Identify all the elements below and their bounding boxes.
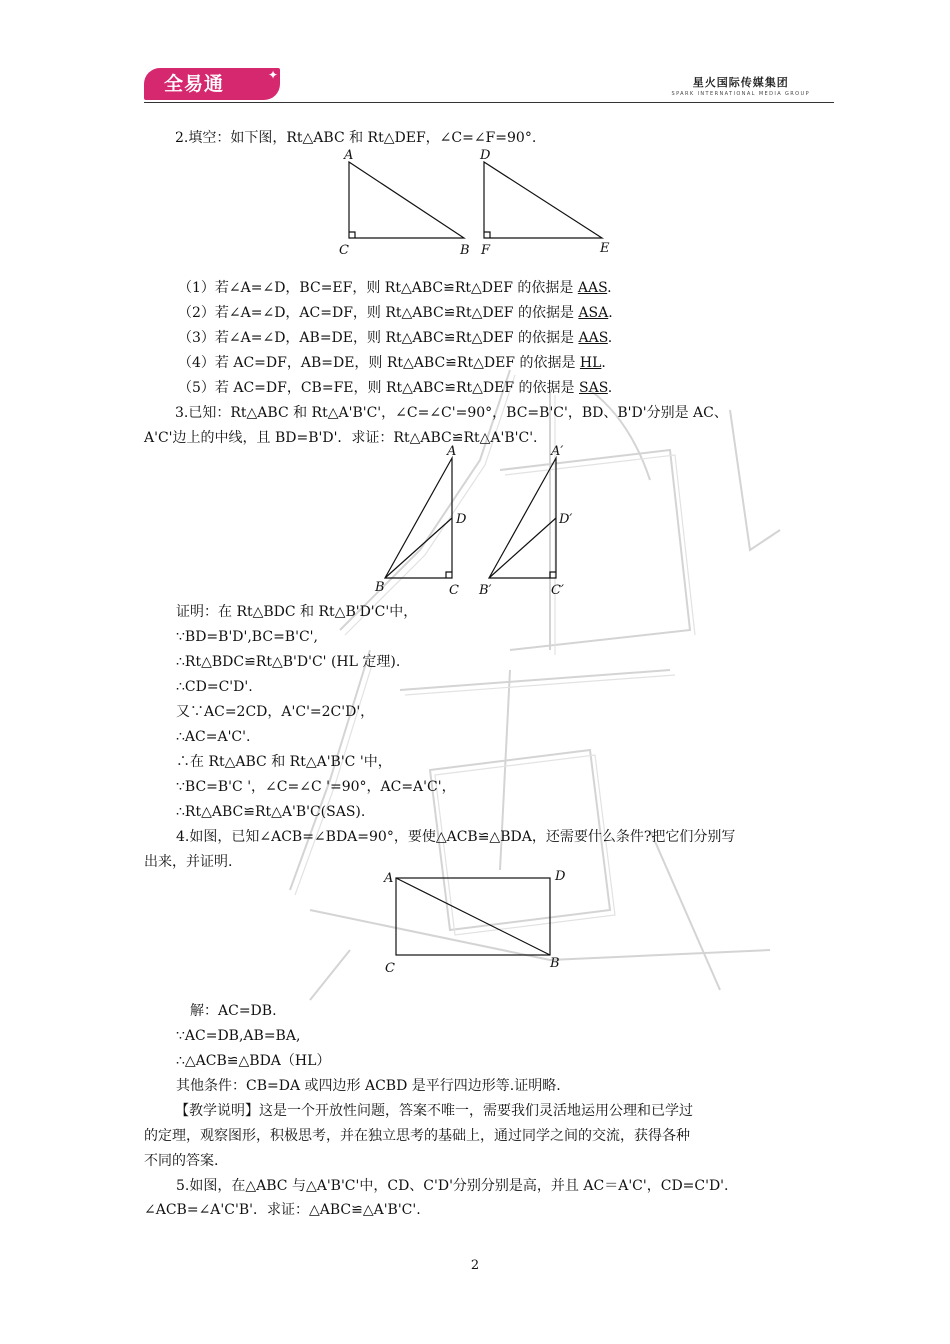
answer-1: AAS <box>577 280 608 296</box>
q2-figure <box>330 146 620 258</box>
label-b: B <box>460 243 470 258</box>
right-angle-c <box>446 572 452 578</box>
q2-item-5: （5）若 AC=DF，CB=FE，则 Rt△ABC≌Rt△DEF 的依据是 SAS. <box>178 380 613 396</box>
label-b: B <box>375 580 385 595</box>
q3-proof-line: ∴在 Rt△ABC 和 Rt△A'B'C '中， <box>176 754 392 770</box>
q3-proof-line: ∴Rt△BDC≌Rt△B'D'C' (HL 定理). <box>176 654 401 670</box>
teaching-note-line: 不同的答案. <box>144 1153 219 1169</box>
label-d-prime: D′ <box>559 512 573 527</box>
q3-proof-line: ∵BD=B'D',BC=B'C', <box>176 629 318 645</box>
label-d: D <box>480 148 491 163</box>
q2-item-4: （4）若 AC=DF，AB=DE，则 Rt△ABC≌Rt△DEF 的依据是 HL. <box>178 355 606 371</box>
q3-line-2: A'C'边上的中线，且 BD=B'D'．求证：Rt△ABC≌Rt△A'B'C'. <box>144 430 538 446</box>
teaching-note-line: 【教学说明】这是一个开放性问题，答案不唯一，需要我们灵活地运用公理和已学过 <box>175 1103 693 1119</box>
brand-name-cn: 星火国际传媒集团 <box>692 76 789 89</box>
q3-proof-line: ∴AC=A'C'. <box>176 729 251 745</box>
label-a: A <box>384 871 394 886</box>
q2-stem: 2.填空：如下图，Rt△ABC 和 Rt△DEF，∠C=∠F=90°. <box>175 130 537 146</box>
q3-proof-line: ∵BC=B'C '，∠C=∠C '=90°，AC=A'C'， <box>176 779 456 795</box>
right-angle-f <box>484 232 490 238</box>
triangle-abc <box>349 162 464 238</box>
label-b: B <box>550 956 560 971</box>
triangle-abc-prime <box>489 458 556 578</box>
label-b-prime: B′ <box>479 583 492 598</box>
teaching-note-line: 的定理，观察图形，积极思考，并在独立思考的基础上，通过同学之间的交流，获得各种 <box>144 1128 690 1144</box>
q3-proof-line: ∴CD=C'D'. <box>176 679 253 695</box>
label-a-prime: A′ <box>551 444 564 459</box>
q3-proof-line: 又∵AC=2CD，A'C'=2C'D'， <box>176 704 375 720</box>
answer-5: SAS <box>579 380 608 396</box>
label-d: D <box>456 512 467 527</box>
triangle-def <box>484 162 602 238</box>
median-bd-prime <box>489 518 556 578</box>
label-c: C <box>449 583 459 598</box>
right-angle-c-prime <box>550 572 556 578</box>
q5-line-1: 5.如图，在△ABC 与△A'B'C'中，CD、C'D'分别分别是高，并且 AC＝A'C'，CD=C'D'. <box>176 1178 729 1194</box>
label-c: C <box>385 961 395 976</box>
q3-proof-line: ∴Rt△ABC≌Rt△A'B'C(SAS). <box>176 804 366 820</box>
logo: 全易通 <box>144 68 280 100</box>
page-header <box>144 66 834 102</box>
q4-line-1: 4.如图，已知∠ACB=∠BDA=90°，要使△ACB≌△BDA，还需要什么条件?把它们分别写 <box>176 829 736 845</box>
q2-item-1: （1）若∠A=∠D，BC=EF，则 Rt△ABC≌Rt△DEF 的依据是 AAS. <box>178 280 612 296</box>
label-a: A <box>344 148 354 163</box>
q2-item-2: （2）若∠A=∠D，AC=DF，则 Rt△ABC≌Rt△DEF 的依据是 ASA. <box>178 305 613 321</box>
answer-4: HL <box>579 355 602 371</box>
q2-item-3: （3）若∠A=∠D，AB=DE，则 Rt△ABC≌Rt△DEF 的依据是 AAS. <box>178 330 613 346</box>
q3-line-1: 3.已知：Rt△ABC 和 Rt△A'B'C'，∠C=∠C'=90°，BC=B'C'，BD、B'D'分别是 AC、 <box>175 405 728 421</box>
answer-2: ASA <box>578 305 609 321</box>
q3-figure <box>365 442 590 602</box>
q5-line-2: ∠ACB=∠A'C'B'．求证：△ABC≌△A'B'C'. <box>144 1202 421 1218</box>
q4-solution-line: ∴△ACB≌△BDA（HL） <box>176 1053 331 1069</box>
label-f: F <box>481 243 491 258</box>
answer-3: AAS <box>578 330 608 346</box>
q4-line-2: 出来，并证明. <box>144 854 233 870</box>
page-number: 2 <box>470 1258 480 1273</box>
sparkle-icon: ✦ <box>268 68 279 82</box>
label-a: A <box>447 444 457 459</box>
triangle-abc <box>385 458 452 578</box>
q4-solution-line: ∵AC=DB,AB=BA, <box>176 1028 301 1044</box>
brand <box>672 74 810 97</box>
diagonal-ab <box>396 878 550 955</box>
q4-solution-line: 其他条件：CB=DA 或四边形 ACBD 是平行四边形等.证明略. <box>176 1078 561 1094</box>
q4-solution-line: 解：AC=DB. <box>190 1003 277 1019</box>
brand-name-en: SPARK INTERNATIONAL MEDIA GROUP <box>671 91 810 97</box>
label-d: D <box>555 869 566 884</box>
q3-proof-line: 证明：在 Rt△BDC 和 Rt△B'D'C'中， <box>176 604 418 620</box>
q4-figure <box>380 864 580 980</box>
label-e: E <box>600 241 610 256</box>
right-angle-c <box>349 232 355 238</box>
header-divider <box>144 102 834 103</box>
label-c-prime: C′ <box>551 583 564 598</box>
median-bd <box>385 518 452 578</box>
label-c: C <box>339 243 349 258</box>
